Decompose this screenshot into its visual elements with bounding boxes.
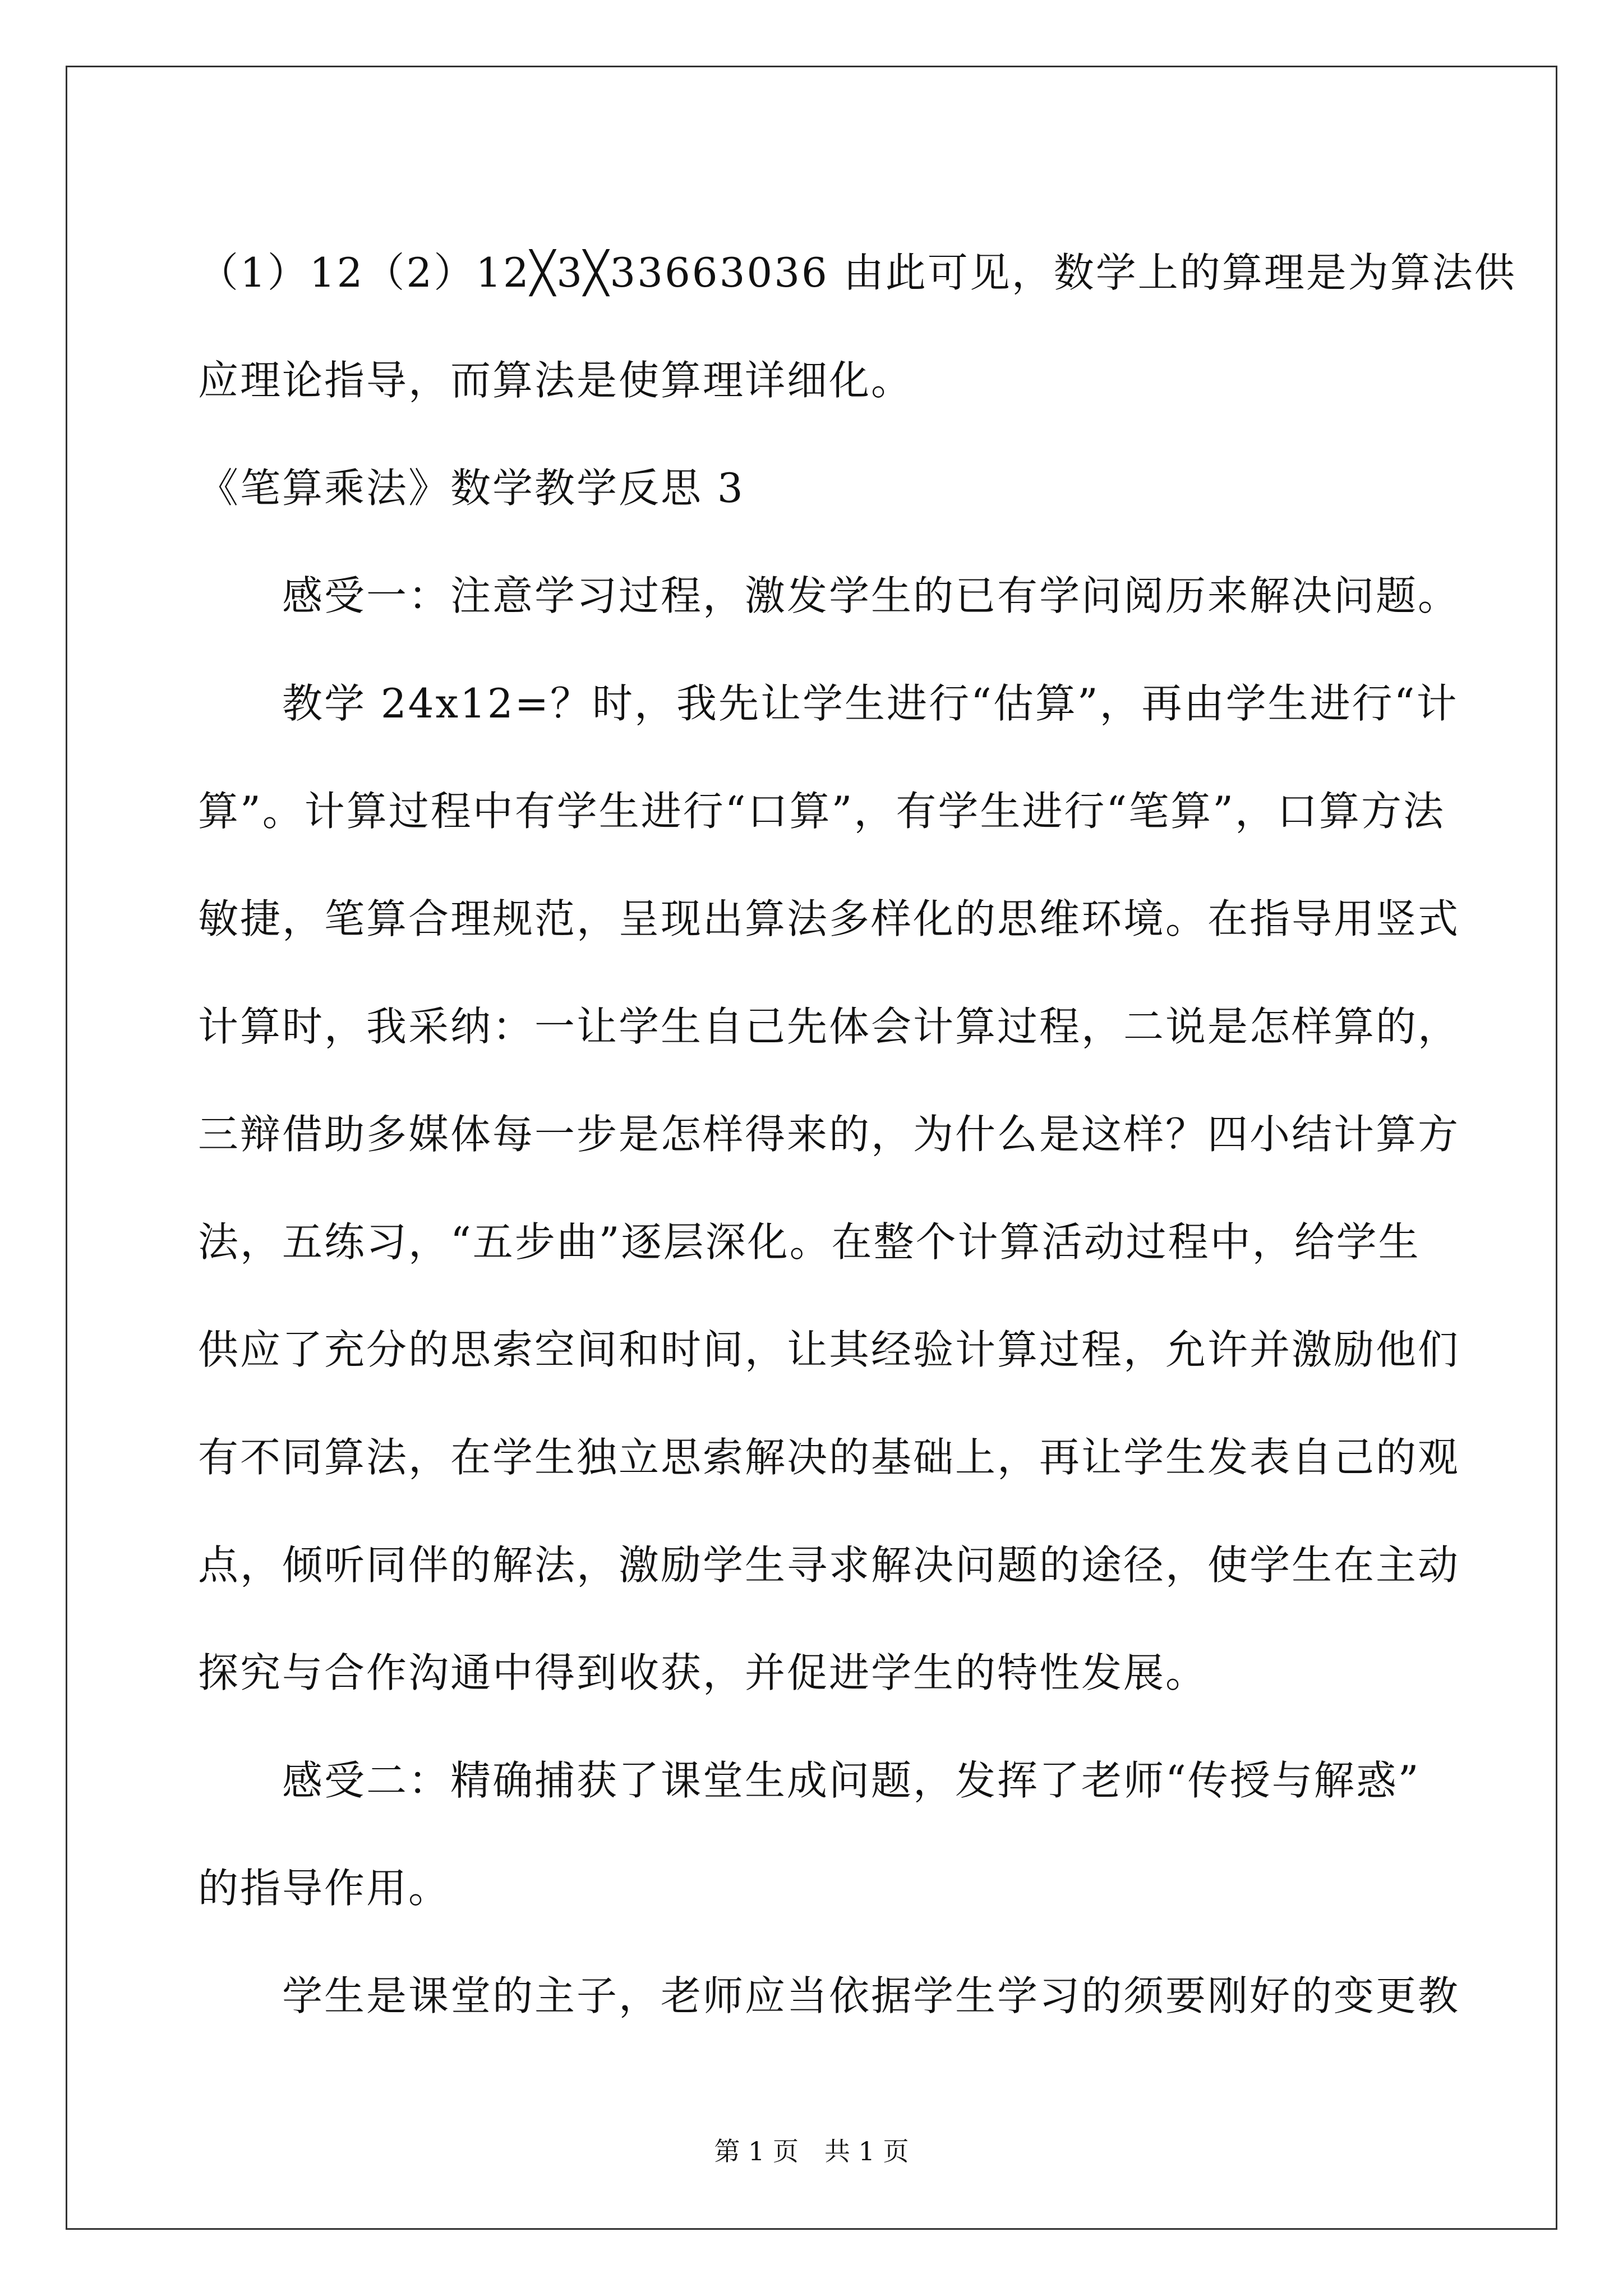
paragraph-line: 感受一：注意学习过程，激发学生的已有学问阅历来解决问题。	[282, 572, 1460, 619]
paragraph-line: 三辩借助多媒体每一步是怎样得来的，为什么是这样？四小结计算方	[198, 1111, 1460, 1158]
paragraph-line: 的指导作用。	[198, 1865, 451, 1912]
page-footer: 第 1 页 共 1 页	[714, 2136, 909, 2166]
paragraph-line: 教学 24x12=？时，我先让学生进行“估算”，再由学生进行“计	[282, 680, 1459, 727]
paragraph-line: 计算时，我采纳：一让学生自己先体会计算过程，二说是怎样算的，	[198, 1003, 1460, 1050]
section-heading: 《笔算乘法》数学教学反思 3	[198, 464, 745, 512]
paragraph-line: 探究与合作沟通中得到收获，并促进学生的特性发展。	[198, 1649, 1208, 1696]
paragraph-line: 点，倾听同伴的解法，激励学生寻求解决问题的途径，使学生在主动	[198, 1542, 1460, 1589]
paragraph-line: 敏捷，笔算合理规范，呈现出算法多样化的思维环境。在指导用竖式	[198, 895, 1460, 942]
paragraph-line: 学生是课堂的主子，老师应当依据学生学习的须要刚好的变更教	[282, 1972, 1460, 2019]
paragraph-line: 有不同算法，在学生独立思索解决的基础上，再让学生发表自己的观	[198, 1434, 1460, 1481]
paragraph-line: 感受二：精确捕获了课堂生成问题，发挥了老师“传授与解惑”	[282, 1757, 1421, 1804]
paragraph-line: （1）12（2）12╳3╳33663036 由此可见，数学上的算理是为算法供	[198, 249, 1516, 296]
paragraph-line: 法，五练习，“五步曲”逐层深化。在整个计算活动过程中，给学生	[198, 1218, 1421, 1266]
paragraph-line: 算”。计算过程中有学生进行“口算”，有学生进行“笔算”，口算方法	[198, 788, 1446, 835]
paragraph-line: 供应了充分的思索空间和时间，让其经验计算过程，允许并激励他们	[198, 1326, 1460, 1373]
paragraph-line: 应理论指导，而算法是使算理详细化。	[198, 357, 914, 404]
document-body	[198, 219, 1516, 2050]
